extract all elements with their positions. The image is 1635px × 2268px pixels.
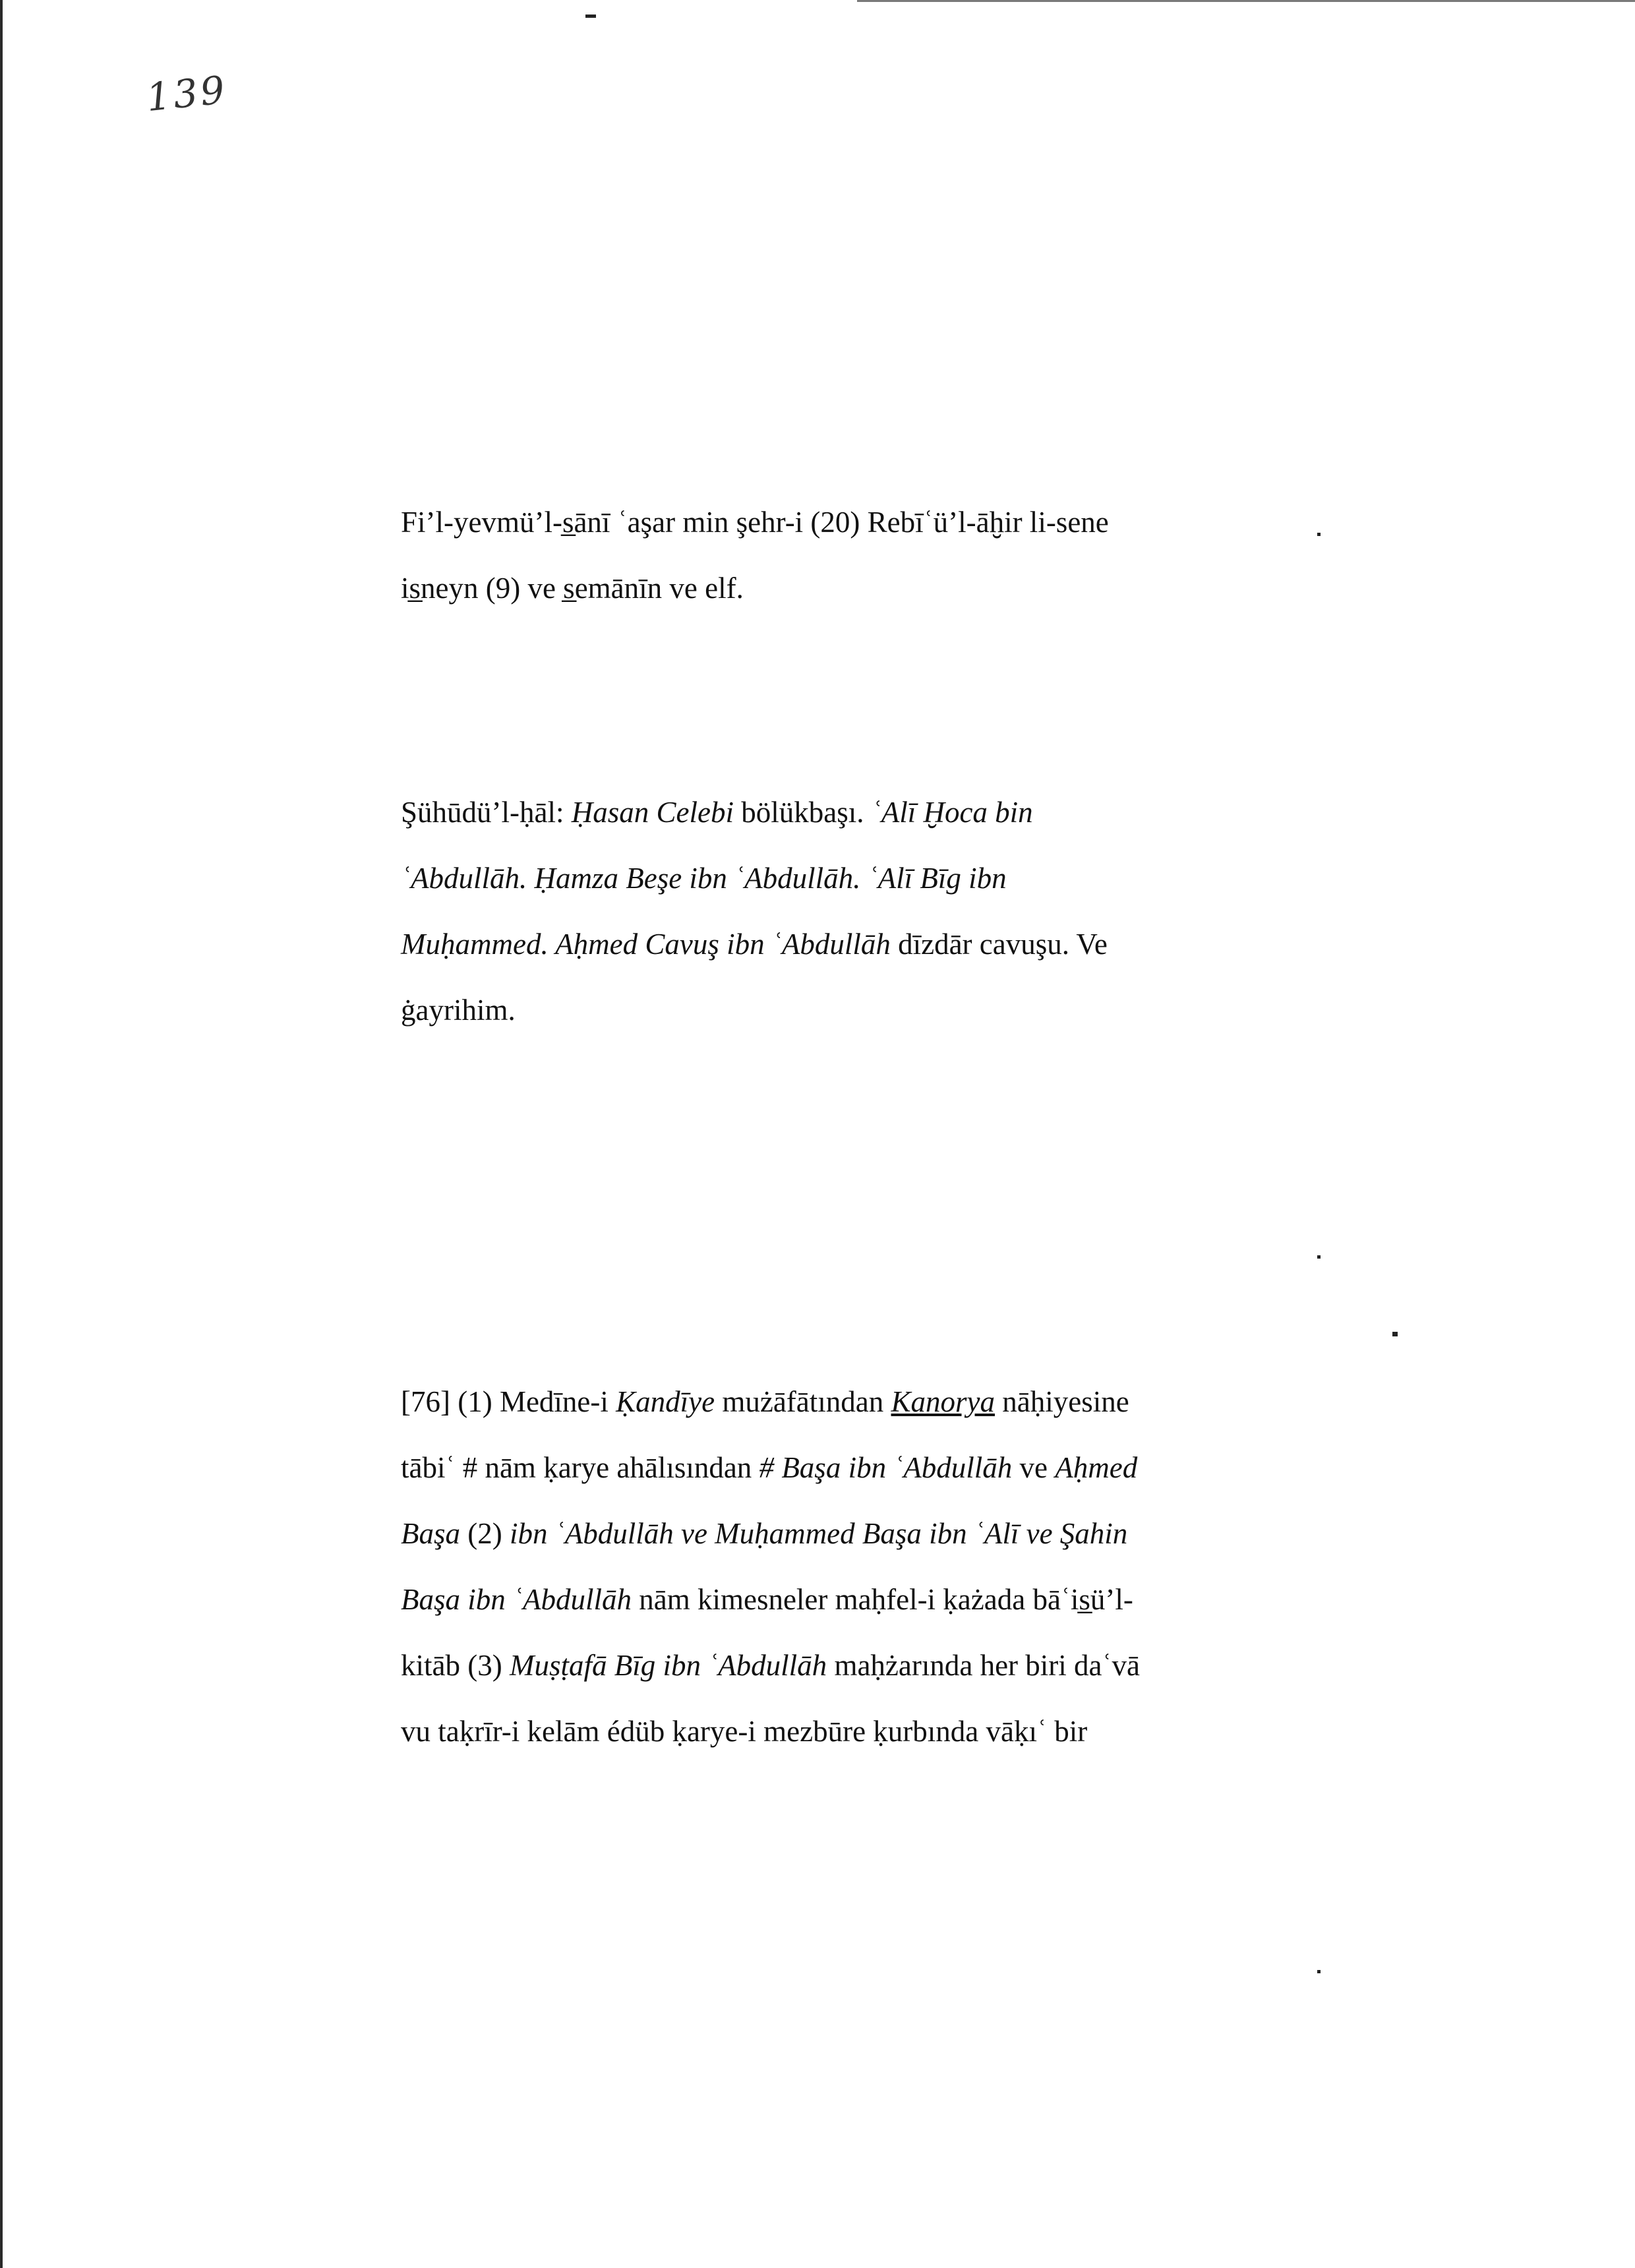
italic-name: Muḥammed. Aḥmed Cavuş ibn ʿAbdullāh <box>401 928 891 961</box>
text-span: [76] (1) Medīne-i <box>401 1385 616 1418</box>
text-span: nām kimesneler maḥfel-i ḳażada bāʿis̲ü’l- <box>631 1583 1133 1616</box>
text-line <box>401 779 1284 845</box>
scan-left-edge <box>0 0 3 2268</box>
italic-name: Başa <box>401 1517 460 1550</box>
italic-name: # Başa ibn ʿAbdullāh <box>759 1451 1013 1484</box>
text-span: (2) <box>460 1517 510 1550</box>
italic-name: Aḥmed <box>1055 1451 1138 1484</box>
underlined-place-name: Kanorya <box>891 1385 995 1418</box>
text-line <box>401 1632 1284 1698</box>
italic-name: ibn ʿAbdullāh ve Muḥammed Başa ibn ʿAlī ve Şahin <box>509 1517 1128 1550</box>
text-span: kitāb (3) <box>401 1649 510 1682</box>
text-line <box>401 845 1284 911</box>
text-span: ġayrihim. <box>401 994 516 1027</box>
page-number: 139 <box>144 67 229 121</box>
text-span: nāḥiyesine <box>995 1385 1129 1418</box>
italic-name: ʿAbdullāh. Ḥamza Beşe ibn ʿAbdullāh. ʿAlī Bīg ibn <box>401 862 1007 895</box>
text-line <box>401 1698 1284 1764</box>
text-span: mużāfātından <box>715 1385 891 1418</box>
scan-speck <box>1392 1332 1398 1336</box>
text-span: Şühūdü’l-ḥāl: <box>401 796 572 829</box>
italic-name: Ḥasan Celebi <box>571 796 734 829</box>
text-line <box>401 1567 1284 1632</box>
record-paragraph <box>401 1369 1284 1764</box>
scan-speck <box>1317 1255 1321 1259</box>
text-span: vu taḳrīr-i kelām édüb ḳarye-i mezbūre ḳurbında vāḳıʿ bir <box>401 1715 1088 1748</box>
text-line <box>401 489 1284 555</box>
text-span: maḥżarında her biri daʿvā <box>827 1649 1140 1682</box>
italic-name: Başa ibn ʿAbdullāh <box>401 1583 632 1616</box>
text-line <box>401 555 1284 621</box>
date-paragraph <box>401 489 1284 621</box>
italic-name: ʿAlī Ḫoca bin <box>871 796 1033 829</box>
text-line <box>401 1501 1284 1567</box>
text-line <box>401 911 1284 977</box>
scan-speck <box>1317 1970 1321 1973</box>
text-span: tābiʿ # nām ḳarye ahālısından <box>401 1451 759 1484</box>
text-span: Fi’l-yevmü’l-s̲ānī ʿaşar min şehr-i (20) Rebīʿü’l-āḫir li-sene <box>401 506 1109 539</box>
italic-name: Ḳandīye <box>616 1385 715 1418</box>
italic-name: Muṣṭafā Bīg ibn ʿAbdullāh <box>509 1649 827 1682</box>
text-line <box>401 1369 1284 1435</box>
text-span: is̲neyn (9) ve s̲emānīn ve elf. <box>401 572 744 605</box>
text-span: bölükbaşı. <box>733 796 872 829</box>
text-span: ve <box>1012 1451 1055 1484</box>
scan-top-edge <box>857 0 1635 2</box>
scan-speck <box>585 15 596 18</box>
text-line <box>401 977 1284 1043</box>
scan-speck <box>1317 533 1321 536</box>
text-line <box>401 1435 1284 1501</box>
witnesses-paragraph <box>401 779 1284 1043</box>
text-span: dīzdār cavuşu. Ve <box>890 928 1108 961</box>
